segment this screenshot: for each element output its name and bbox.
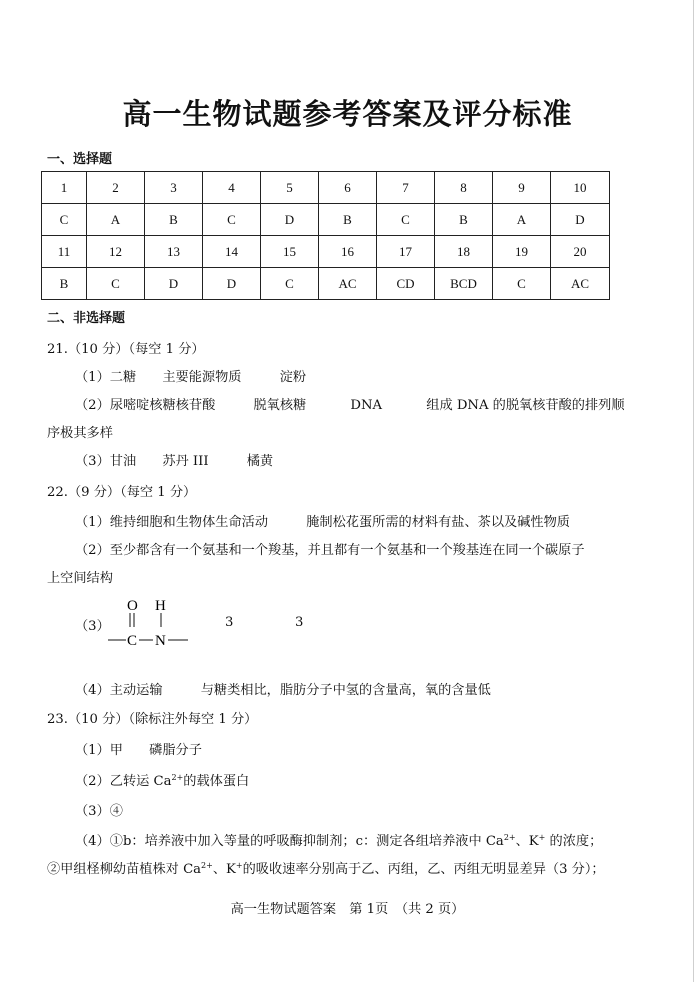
q23-p5-post: 的吸收速率分别高于乙、丙组，乙、丙组无明显差异（3 分）； <box>242 862 605 877</box>
q23-p1-label: （1）甲 <box>75 743 123 758</box>
answer-cell: B <box>42 268 87 300</box>
q22-p4-answer1: 与糖类相比，脂肪分子中氢的含量高，氧的含量低 <box>200 683 491 698</box>
q21-p2-label: （2）尿嘧啶核糖核苷酸 <box>75 398 216 413</box>
q22-p2-continuation: 上空间结构 <box>47 571 113 586</box>
peptide-bond-structure <box>100 594 200 650</box>
question-number-cell: 19 <box>493 236 551 268</box>
q23-part4 <box>75 830 602 849</box>
q21-part1 <box>75 366 306 385</box>
answer-cell: D <box>203 268 261 300</box>
answer-table-row <box>42 204 610 236</box>
answer-table-row <box>42 236 610 268</box>
question-number-cell: 11 <box>42 236 87 268</box>
q22-p3-answer2: 3 <box>295 615 304 630</box>
answer-cell: D <box>145 268 203 300</box>
q23-p2-sup: 2+ <box>171 773 184 782</box>
q21-part2 <box>75 394 625 413</box>
section-heading-nonchoice: 二、非选择题 <box>47 311 126 326</box>
q23-p5-pre: ②甲组柽柳幼苗植株对 Ca <box>47 862 202 877</box>
answer-cell: C <box>42 204 87 236</box>
q23-p4-mid: 、K <box>515 834 539 849</box>
q22-part4 <box>75 679 491 698</box>
q22-p3-label: （3） <box>75 619 110 634</box>
answer-cell: B <box>145 204 203 236</box>
q23-part1 <box>75 739 202 758</box>
page-title: 高一生物试题参考答案及评分标准 <box>122 97 573 131</box>
q22-p3-answer1: 3 <box>225 615 234 630</box>
answer-cell: C <box>203 204 261 236</box>
q23-p2-pre: （2）乙转运 Ca <box>75 774 172 789</box>
question-number-cell: 5 <box>261 172 319 204</box>
q23-p4-sup2: + <box>538 833 546 842</box>
formula-hydrogen: H <box>155 598 166 614</box>
q23-p2-post: 的载体蛋白 <box>183 774 250 789</box>
answer-cell: A <box>87 204 145 236</box>
formula-oxygen: O <box>127 598 138 614</box>
answer-table <box>41 171 610 300</box>
q22-p1-answer1: 腌制松花蛋所需的材料有盐、茶以及碱性物质 <box>306 515 570 530</box>
formula-nitrogen: N <box>155 633 166 649</box>
answer-cell: BCD <box>435 268 493 300</box>
answer-cell: B <box>319 204 377 236</box>
q21-header: 21.（10 分）（每空 1 分） <box>47 342 205 357</box>
q23-p5-sup2: + <box>235 861 243 870</box>
question-number-cell: 9 <box>493 172 551 204</box>
q21-p2-continuation: 序极其多样 <box>47 426 113 441</box>
q21-part3 <box>75 450 273 469</box>
answer-cell: A <box>493 204 551 236</box>
q23-p5-mid: 、K <box>212 862 236 877</box>
q23-p1-answer1: 磷脂分子 <box>149 743 202 758</box>
answer-cell: B <box>435 204 493 236</box>
page-footer: 高一生物试题答案 第 1页 （共 2 页） <box>230 902 465 917</box>
page-edge <box>693 0 694 982</box>
q23-part2 <box>75 770 249 789</box>
q21-p2-answer3: 组成 DNA 的脱氧核苷酸的排列顺 <box>426 398 625 413</box>
q22-p1-label: （1）维持细胞和生物体生命活动 <box>75 515 269 530</box>
q23-header: 23.（10 分）（除标注外每空 1 分） <box>47 712 258 727</box>
q23-part3: （3）④ <box>75 804 123 819</box>
question-number-cell: 7 <box>377 172 435 204</box>
question-number-cell: 13 <box>145 236 203 268</box>
q23-p4-post: 的浓度； <box>545 834 603 849</box>
answer-cell: C <box>493 268 551 300</box>
answer-cell: AC <box>319 268 377 300</box>
q23-p5-sup1: 2+ <box>201 861 213 870</box>
answer-table-row <box>42 268 610 300</box>
question-number-cell: 6 <box>319 172 377 204</box>
q21-p1-label: （1）二糖 <box>75 370 137 385</box>
question-number-cell: 17 <box>377 236 435 268</box>
question-number-cell: 2 <box>87 172 145 204</box>
q21-p1-answer2: 淀粉 <box>279 370 307 385</box>
question-number-cell: 15 <box>261 236 319 268</box>
answer-cell: CD <box>377 268 435 300</box>
answer-table-row <box>42 172 610 204</box>
question-number-cell: 18 <box>435 236 493 268</box>
answer-cell: C <box>377 204 435 236</box>
question-number-cell: 16 <box>319 236 377 268</box>
q22-part2: （2）至少都含有一个氨基和一个羧基，并且都有一个氨基和一个羧基连在同一个碳原子 <box>75 543 585 558</box>
question-number-cell: 4 <box>203 172 261 204</box>
section-heading-choice: 一、选择题 <box>47 152 113 167</box>
q21-p3-label: （3）甘油 <box>75 454 137 469</box>
answer-cell: D <box>261 204 319 236</box>
answer-table-body <box>42 172 610 300</box>
question-number-cell: 1 <box>42 172 87 204</box>
q21-p3-answer1: 苏丹 III <box>162 454 209 469</box>
answer-cell: AC <box>551 268 610 300</box>
q21-p1-answer1: 主要能源物质 <box>162 370 242 385</box>
q21-p3-answer2: 橘黄 <box>246 454 274 469</box>
formula-carbon: C <box>127 633 138 649</box>
q23-p4-sup1: 2+ <box>503 833 516 842</box>
q22-header: 22.（9 分）（每空 1 分） <box>47 485 197 500</box>
q23-p4-pre: （4）①b：培养液中加入等量的呼吸酶抑制剂；c：测定各组培养液中 Ca <box>75 834 504 849</box>
q21-p2-answer2: DNA <box>350 398 383 413</box>
question-number-cell: 14 <box>203 236 261 268</box>
answer-cell: C <box>87 268 145 300</box>
question-number-cell: 20 <box>551 236 610 268</box>
answer-cell: C <box>261 268 319 300</box>
q22-part1 <box>75 511 570 530</box>
q21-p2-answer1: 脱氧核糖 <box>253 398 307 413</box>
answer-cell: D <box>551 204 610 236</box>
q23-part4-continuation <box>47 858 605 877</box>
question-number-cell: 8 <box>435 172 493 204</box>
question-number-cell: 10 <box>551 172 610 204</box>
question-number-cell: 12 <box>87 236 145 268</box>
question-number-cell: 3 <box>145 172 203 204</box>
q22-p4-label: （4）主动运输 <box>75 683 163 698</box>
